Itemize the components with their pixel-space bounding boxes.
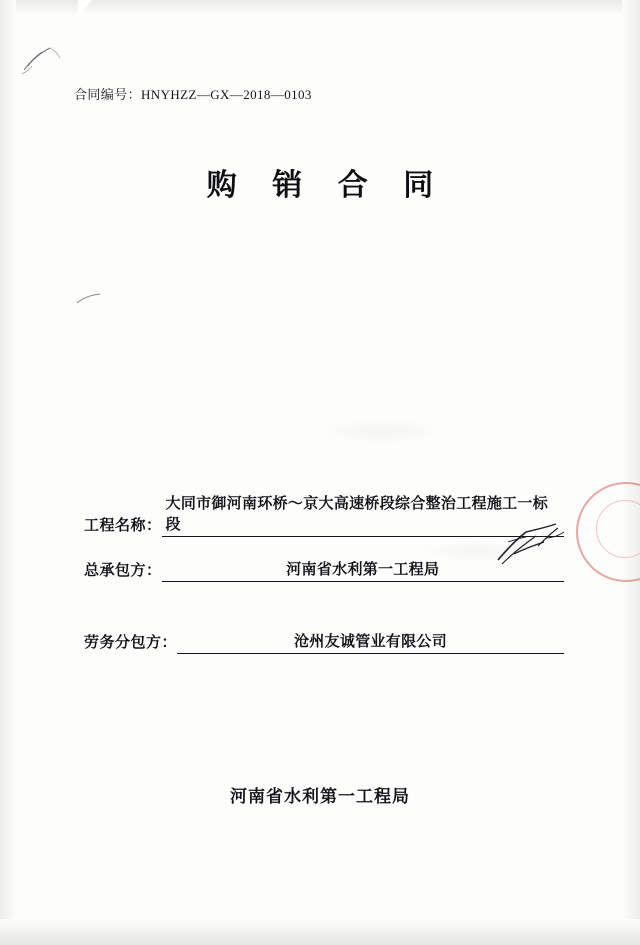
- paper-smudge: [322, 418, 442, 444]
- field-value-general-contractor: 河南省水利第一工程局: [162, 558, 564, 582]
- field-label-project-name: 工程名称：: [84, 518, 162, 534]
- ink-tick-icon: [76, 292, 102, 306]
- footer-organization: 河南省水利第一工程局: [230, 787, 410, 806]
- contract-number: 合同编号：HNYHZZ—GX—2018—0103: [74, 87, 312, 102]
- field-value-labor-subcontractor: 沧州友诚管业有限公司: [177, 630, 564, 654]
- paper-edge-bottom: [0, 919, 640, 945]
- field-label-general-contractor: 总承包方：: [84, 563, 162, 579]
- field-label-labor-subcontractor: 劳务分包方：: [84, 635, 178, 651]
- field-value-project-name: 大同市御河南环桥～京大高速桥段综合整治工程施工一标段: [162, 492, 564, 537]
- field-row-labor-subcontractor: [84, 630, 564, 654]
- handwritten-signature-icon: [492, 520, 570, 574]
- paper-edge-top: [0, 0, 640, 14]
- paper-corner-fold: [78, 0, 92, 16]
- page-title: 购 销 合 同: [206, 169, 448, 202]
- ink-mark-icon: [20, 44, 74, 78]
